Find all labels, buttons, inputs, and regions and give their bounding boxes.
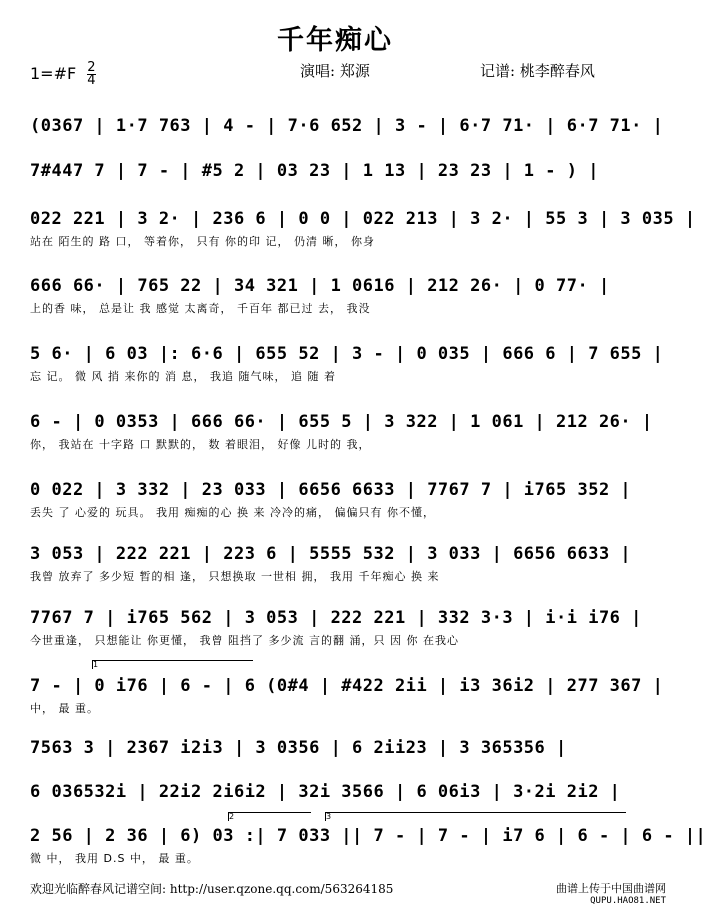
singer-credit: 演唱: 郑源 bbox=[300, 62, 370, 80]
lyrics-line bbox=[30, 185, 630, 203]
notes-line: 666 66· | 765 22 | 34 321 | 1 0616 | 212 26· | 0 77· | bbox=[30, 276, 610, 296]
key-signature bbox=[30, 62, 96, 87]
score-row bbox=[30, 672, 664, 718]
notes-line: 7 - | 0 i76 | 6 - | 6 (0#4 | #422 2ii | i3 36i2 | 277 367 | bbox=[30, 676, 664, 696]
lyrics-line bbox=[30, 140, 630, 158]
score-row bbox=[30, 205, 696, 251]
lyrics-line: 你， 我站在 十字路 口 默默的， 数 着眼泪， 好像 儿时的 我， bbox=[30, 438, 371, 451]
lyrics-line: 忘 记。 微 风 捎 来你的 消 息， 我追 随气味， 追 随 着 bbox=[30, 370, 336, 383]
score-row bbox=[30, 112, 664, 158]
transcriber-credit: 记谱: 桃李醉春风 bbox=[480, 62, 595, 80]
lyrics-line: 微 中， 我用 D.S 中， 最 重。 bbox=[30, 852, 199, 865]
notes-line: (0367 | 1·7 763 | 4 - | 7·6 652 | 3 - | 6·7 71· | 6·7 71· | bbox=[30, 116, 664, 136]
notes-line: 6 - | 0 0353 | 666 66· | 655 5 | 3 322 | 1 061 | 212 26· | bbox=[30, 412, 653, 432]
volta-bracket-2: 2 bbox=[228, 812, 311, 821]
score-row bbox=[30, 408, 653, 454]
score-row bbox=[30, 822, 706, 868]
volta-bracket-3: 3 bbox=[325, 812, 626, 821]
notes-line: 7#447 7 | 7 - | #5 2 | 03 23 | 1 13 | 23 23 | 1 - ) | bbox=[30, 161, 599, 181]
lyrics-line: 今世重逢， 只想能让 你更懂， 我曾 阻挡了 多少流 言的翻 涌，只 因 你 在我心 bbox=[30, 634, 459, 647]
lyrics-line: 上的香 味， 总是让 我 感觉 太离奇， 千百年 都已过 去， 我没 bbox=[30, 302, 371, 315]
site-name: 曲谱上传于中国曲谱网 bbox=[556, 882, 666, 895]
time-numerator: 2 bbox=[87, 60, 96, 75]
score-row bbox=[30, 476, 630, 522]
notes-line: 7563 3 | 2367 i2i3 | 3 0356 | 6 2ii23 | 3 365356 | bbox=[30, 738, 567, 758]
score-row bbox=[30, 734, 630, 762]
score-row bbox=[30, 157, 630, 203]
score-row bbox=[30, 340, 664, 386]
score-row bbox=[30, 540, 630, 586]
time-signature bbox=[87, 62, 95, 87]
notes-line: 3 053 | 222 221 | 223 6 | 5555 532 | 3 033 | 6656 6633 | bbox=[30, 544, 632, 564]
lyrics-line: 我曾 放弃了 多少短 暂的相 逢， 只想换取 一世相 拥， 我用 千年痴心 换 来 bbox=[30, 570, 440, 583]
time-denominator: 4 bbox=[87, 73, 96, 88]
volta-bracket-1: 1 bbox=[92, 660, 253, 669]
notes-line: 6 036532i | 22i2 2i6i2 | 32i 3566 | 6 06i3 | 3·2i 2i2 | bbox=[30, 782, 621, 802]
site-watermark bbox=[556, 882, 666, 908]
lyrics-line: 中， 最 重。 bbox=[30, 702, 99, 715]
score-row bbox=[30, 604, 642, 650]
notes-line: 5 6· | 6 03 |: 6·6 | 655 52 | 3 - | 0 035 | 666 6 | 7 655 | bbox=[30, 344, 664, 364]
song-title: 千年痴心 bbox=[277, 25, 393, 56]
notes-line: 2 56 | 2 36 | 6) 03 :| 7 033 || 7 - | 7 - | i7 6 | 6 - | 6 - || bbox=[30, 826, 706, 846]
notes-line: 0 022 | 3 332 | 23 033 | 6656 6633 | 7767 7 | i765 352 | bbox=[30, 480, 632, 500]
notes-line: 7767 7 | i765 562 | 3 053 | 222 221 | 332 3·3 | i·i i76 | bbox=[30, 608, 642, 628]
score-row bbox=[30, 272, 630, 318]
key-label: 1=#F bbox=[30, 64, 77, 83]
site-url: QUPU.HAO81.NET bbox=[590, 896, 666, 906]
score-row bbox=[30, 778, 630, 806]
lyrics-line: 丢失 了 心爱的 玩具。 我用 痴痴的心 换 来 冷冷的痛， 偏偏只有 你不懂， bbox=[30, 506, 435, 519]
notes-line: 022 221 | 3 2· | 236 6 | 0 0 | 022 213 | 3 2· | 55 3 | 3 035 | bbox=[30, 209, 696, 229]
welcome-footer: 欢迎光临醉春风记谱空间: http://user.qzone.qq.com/563264185 bbox=[30, 882, 394, 896]
lyrics-line: 站在 陌生的 路 口， 等着你， 只有 你的印 记， 仍清 晰， 你身 bbox=[30, 235, 375, 248]
